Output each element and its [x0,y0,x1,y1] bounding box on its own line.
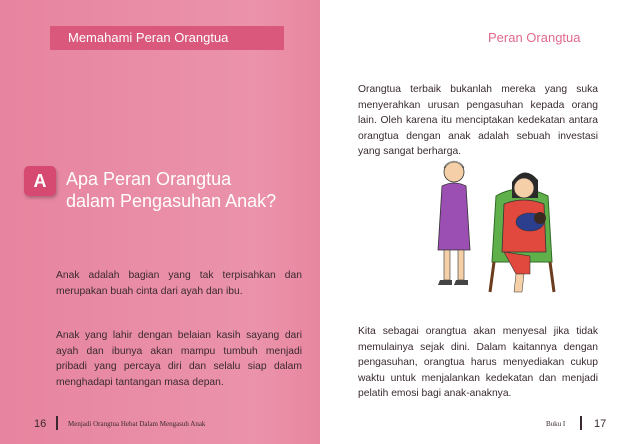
left-footer-title: Menjadi Orangtua Hebat Dalam Mengasuh Anak [68,420,206,428]
right-footer-separator [580,416,582,430]
left-footer-separator [56,416,58,430]
left-header-bar: Memahami Peran Orangtua [50,26,284,50]
family-illustration [420,152,570,302]
right-paragraph-2: Kita sebagai orangtua akan menyesal jika tidak memulainya sejak dini. Dalam kaitannya dengan pengasuhan, orangtua harus menyediakan cukup waktu untuk menjalankan kedekatan dan menjadi pelatih emosi bagi anak-anaknya. [358,326,598,399]
section-title-line2: dalam Pengasuhan Anak? [66,191,277,211]
section-title-line1: Apa Peran Orangtua [66,169,232,189]
left-paragraph-1: Anak adalah bagian yang tak terpisahkan dan merupakan buah cinta dari ayah dan ibu. [56,270,302,297]
section-title [66,168,306,212]
right-footer-title: Buku I [546,420,566,428]
section-badge: A [24,166,56,196]
left-paragraph-2: Anak yang lahir dengan belaian kasih sayang dari ayah dan ibunya akan mampu tumbuh menjadi pribadi yang percaya diri dan selalu siap dalam menghadapi tantangan masa depan. [56,330,302,388]
grandmother-figure [438,161,470,285]
left-page-number: 16 [34,418,47,430]
right-header: Peran Orangtua [488,30,581,45]
right-paragraph-1: Orangtua terbaik bukanlah mereka yang suka menyerahkan urusan pengasuhan kepada orang lain. Oleh karena itu menciptakan kedekatan antara orangtua dengan anak adalah sebuah investasi yang sangat berharga. [358,84,598,157]
right-page-number: 17 [594,418,607,430]
